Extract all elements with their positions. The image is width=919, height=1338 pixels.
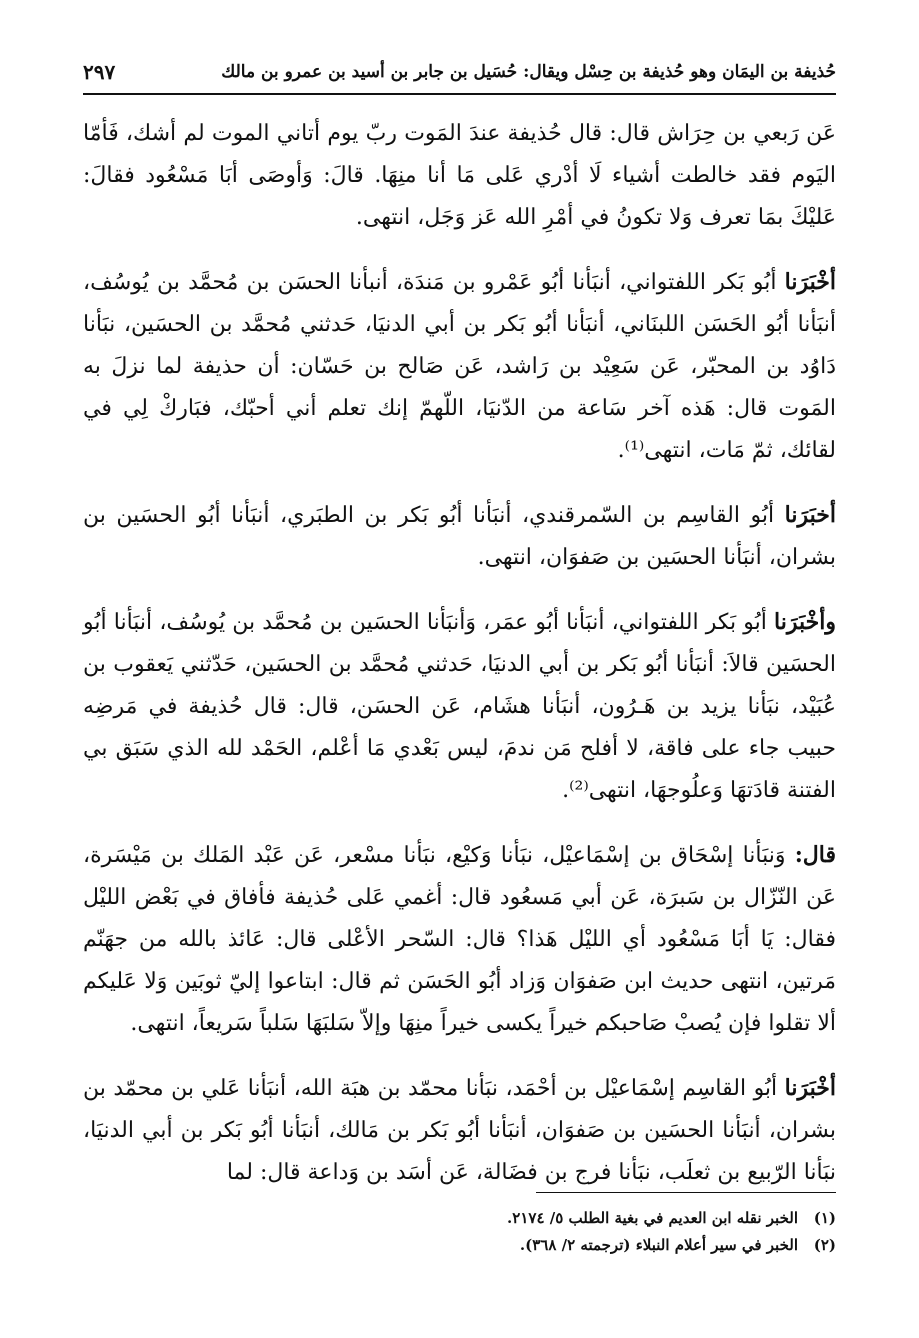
paragraph — [83, 834, 836, 1045]
paragraph-lead: قال: — [794, 842, 837, 868]
footnote-number: (١) — [813, 1209, 836, 1227]
paragraph-lead: أخْبَرَنا — [784, 1075, 836, 1101]
paragraph-lead: أخْبَرَنا — [784, 269, 836, 295]
paragraph-text: أبُو بَكر اللفتواني، أنبَأنا أبُو عَمْرو بن مَندَة، أنبأنا الحسَن بن مُحمَّد بن يُوسُف، أنبَأنا أبُو الحَسَن اللبنَاني، أنبَأنا أبُو بَكر بن أبي الدنيَا، حَدثني مُحمَّد بن الحسَين، نبَأنا دَاوُد بن المحبّر، عَن سَعِيْد بن رَاشد، عَن صَالح بن حَسّان: أن حذيفة لما نزلَ به المَوت قال: هَذه آخر سَاعة من الدّنيَا، اللّهمّ إنك تعلم أني أحبّك، فبَاركْ لِي في لقائك، ثمّ مَات، انتهى⁽¹⁾. — [83, 270, 836, 463]
footnote — [83, 1205, 836, 1232]
paragraph — [83, 494, 836, 579]
footnote-rule — [536, 1192, 836, 1193]
paragraph-text: أبُو القاسِم بن السّمرقندي، أنبَأنا أبُو بَكر بن الطبَري، أنبَأنا أبُو الحسَين بن بشران، أنبَأنا الحسَين بن صَفوَان، انتهى. — [83, 503, 836, 570]
footnote — [83, 1232, 836, 1259]
footnote-text: الخبر في سير أعلام النبلاء (ترجمته ٢/ ٣٦٨). — [519, 1236, 798, 1254]
paragraph-text: أبُو القاسِم إسْمَاعيْل بن أحْمَد، نبَأنا محمّد بن هبَة الله، أنبَأنا عَلي بن محمّد بن بشران، أنبَأنا الحسَين بن صَفوَان، أنبَأنا أبُو بَكر بن مَالك، أنبَأنا أبُو بَكر بن أبي الدنيَا، نبَأنا الرّبيع بن ثعلَب، نبَأنا فرج بن فضَالة، عَن أسَد بن وَداعة قال: لما — [83, 1076, 836, 1185]
paragraph-text: وَنبَأنا إسْحَاق بن إسْمَاعيْل، نبَأنا وَكيْع، نبَأنا مسْعر، عَن عَبْد المَلك بن مَيْسَرة، عَن النّزّال بن سَبرَة، عَن أبي مَسعُود قال: أغمي عَلى حُذيفة فأفاق في بَعْض الليْل فقال: يَا أبَا مَسْعُود أي الليْل هَذا؟ قال: السّحر الأعْلى قال: عَائذ بالله من جهَنّم مَرتين، انتهى حديث ابن صَفوَان وَزاد أبُو الحَسَن ثم قال: ابتاعوا إليّ ثوبَين وَلا عَليكم ألا تقلوا فإن يُصبْ صَاحبكم خيراً يكسى خيراً منِهَا وإلاّ سَلبَهَا سَلباً سَريعاً، انتهى. — [83, 843, 836, 1036]
page-number: ٢٩٧ — [83, 60, 116, 84]
body-text — [83, 112, 836, 1216]
footnote-number: (٢) — [813, 1236, 836, 1254]
paragraph — [83, 601, 836, 812]
running-head — [83, 52, 836, 92]
paragraph-text: أبُو بَكر اللفتواني، أنبَأنا أبُو عمَر، وَأنبَأنا الحسَين بن مُحمَّد بن يُوسُف، أنبَأنا أبُو الحسَين قالاَ: أنبَأنا أبُو بَكر بن أبي الدنيَا، حَدثني مُحمَّد بن الحسَين، حَدّثني يَعقوب بن عُبَيْد، نبَأنا يزيد بن هَـرُون، أنبَأنا هشَام، عَن الحسَن، قال: قال حُذيفة في مَرضِه حبيب جاء على فاقة، لا أفلح مَن ندمَ، ليس بَعْدي مَا أعْلم، الحَمْد لله الذي سَبَق بي الفتنة قادَتهَا وَعلُوجهَا، انتهى⁽²⁾. — [83, 610, 836, 803]
paragraph-text: عَن رَبعي بن حِرَاش قال: قال حُذيفة عندَ المَوت ربّ يوم أتاني الموت لم أشك، فَأمّا اليَوم فقد خالطت أشياء لَا أدْري عَلى مَا أنا منِهَا. قالَ: وَأوصَى أبَا مَسْعُود فقالَ: عَليْكَ بمَا تعرف وَلا تكونُ في أمْرِ الله عَز وَجَل، انتهى. — [83, 121, 836, 230]
footnotes — [83, 1205, 836, 1259]
paragraph — [83, 112, 836, 239]
footnote-text: الخبر نقله ابن العديم في بغية الطلب ٥/ ٢١٧٤. — [507, 1209, 798, 1227]
paragraph-lead: أخبَرَنا — [784, 502, 836, 528]
paragraph — [83, 261, 836, 472]
paragraph — [83, 1067, 836, 1194]
running-head-title: حُذيفة بن اليمَان وهو حُذيفة بن حِسْل ويقال: حُسَيل بن جابر بن أسيد بن عمرو بن مالك — [221, 62, 836, 82]
paragraph-lead: وأخْبَرَنا — [774, 609, 836, 635]
header-rule — [83, 93, 836, 95]
